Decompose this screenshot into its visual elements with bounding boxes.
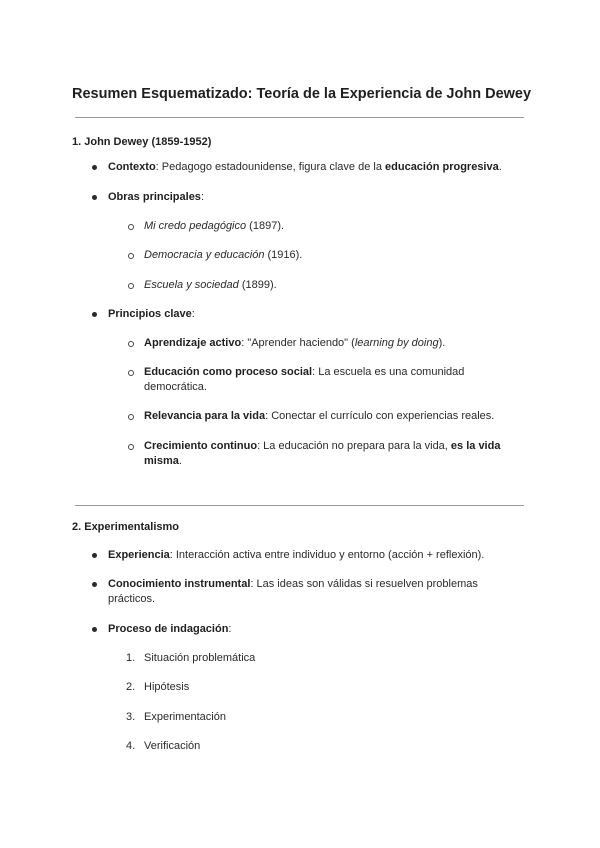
bullet-disc-icon — [92, 553, 97, 558]
principio-end: ). — [438, 337, 446, 349]
section-heading-experimentalismo: 2. Experimentalismo — [72, 521, 179, 533]
bullet-circle-icon — [128, 283, 134, 289]
bullet-disc-icon — [92, 582, 97, 587]
divider-middle — [75, 505, 524, 506]
bullet-circle-icon — [128, 414, 134, 420]
list-item-principios — [108, 307, 518, 322]
bullet-circle-icon — [128, 341, 134, 347]
bold-educacion-progresiva: educación progresiva — [385, 161, 499, 173]
step-text: Experimentación — [144, 711, 226, 723]
list-item-conocimiento — [108, 577, 498, 607]
section-heading-john-dewey: 1. John Dewey (1859-1952) — [72, 136, 212, 148]
step-number: 3. — [126, 711, 136, 723]
bullet-circle-icon — [128, 253, 134, 259]
list-item-principio-1 — [144, 336, 519, 351]
document-title: Resumen Esquematizado: Teoría de la Experiencia de John Dewey — [72, 86, 532, 102]
bullet-disc-icon — [92, 312, 97, 317]
bullet-circle-icon — [128, 444, 134, 450]
list-item-proceso — [108, 622, 518, 637]
bullet-circle-icon — [128, 224, 134, 230]
list-item-contexto — [108, 160, 518, 175]
list-item-principio-3 — [144, 409, 519, 424]
label-contexto: Contexto — [108, 161, 156, 173]
list-item-obra-3 — [144, 278, 519, 293]
principio-text: : La educación no prepara para la vida, — [257, 440, 451, 452]
principio-end: . — [178, 455, 182, 467]
step-text: Verificación — [144, 740, 201, 752]
obra-title: Democracia y educación — [144, 249, 265, 261]
principio-text: : Conectar el currículo con experiencias reales. — [265, 410, 495, 422]
label-principios: Principios clave — [108, 308, 192, 320]
label-obras: Obras principales — [108, 191, 201, 203]
obra-title: Escuela y sociedad — [144, 279, 239, 291]
step-number: 1. — [126, 652, 136, 664]
list-item-obras — [108, 190, 518, 205]
principio-label: Educación como proceso social — [144, 366, 313, 378]
text-conocimiento: : Las ideas son válidas si resuelven problemas prácticos. — [108, 578, 478, 605]
principio-label: Crecimiento continuo — [144, 440, 258, 452]
bold-es-la-vida-misma: es la vida misma — [144, 440, 501, 467]
principio-label: Aprendizaje activo — [144, 337, 242, 349]
obra-year: (1916). — [264, 249, 303, 261]
list-item-principio-2 — [144, 365, 484, 395]
principio-label: Relevancia para la vida — [144, 410, 266, 422]
bullet-disc-icon — [92, 195, 97, 200]
step-number: 4. — [126, 740, 136, 752]
obra-year: (1899). — [238, 279, 277, 291]
principio-text: : "Aprender haciendo" ( — [241, 337, 355, 349]
bullet-circle-icon — [128, 370, 134, 376]
list-item-obra-2 — [144, 248, 519, 263]
bullet-disc-icon — [92, 627, 97, 632]
list-item-step-2 — [126, 680, 519, 695]
bullet-disc-icon — [92, 165, 97, 170]
text-contexto: : Pedagogo estadounidense, figura clave de la — [155, 161, 386, 173]
text-principios-colon: : — [191, 308, 195, 320]
text-proceso-colon: : — [228, 623, 232, 635]
step-text: Situación problemática — [144, 652, 256, 664]
list-item-experiencia — [108, 548, 518, 563]
obra-year: (1897). — [246, 220, 285, 232]
text-experiencia: : Interacción activa entre individuo y entorno (acción + reflexión). — [169, 549, 485, 561]
list-item-principio-4 — [144, 439, 514, 469]
divider-top — [75, 117, 524, 118]
list-item-obra-1 — [144, 219, 519, 234]
step-number: 2. — [126, 681, 136, 693]
step-text: Hipótesis — [144, 681, 190, 693]
label-proceso: Proceso de indagación — [108, 623, 229, 635]
list-item-step-4 — [126, 739, 519, 754]
list-item-step-3 — [126, 710, 519, 725]
text-contexto-end: . — [498, 161, 502, 173]
obra-title: Mi credo pedagógico — [144, 220, 247, 232]
principio-italic: learning by doing — [354, 337, 439, 349]
label-experiencia: Experiencia — [108, 549, 170, 561]
principio-text: : La escuela es una comunidad democrática. — [144, 366, 465, 393]
list-item-step-1 — [126, 651, 519, 666]
label-conocimiento: Conocimiento instrumental — [108, 578, 251, 590]
text-obras-colon: : — [200, 191, 204, 203]
